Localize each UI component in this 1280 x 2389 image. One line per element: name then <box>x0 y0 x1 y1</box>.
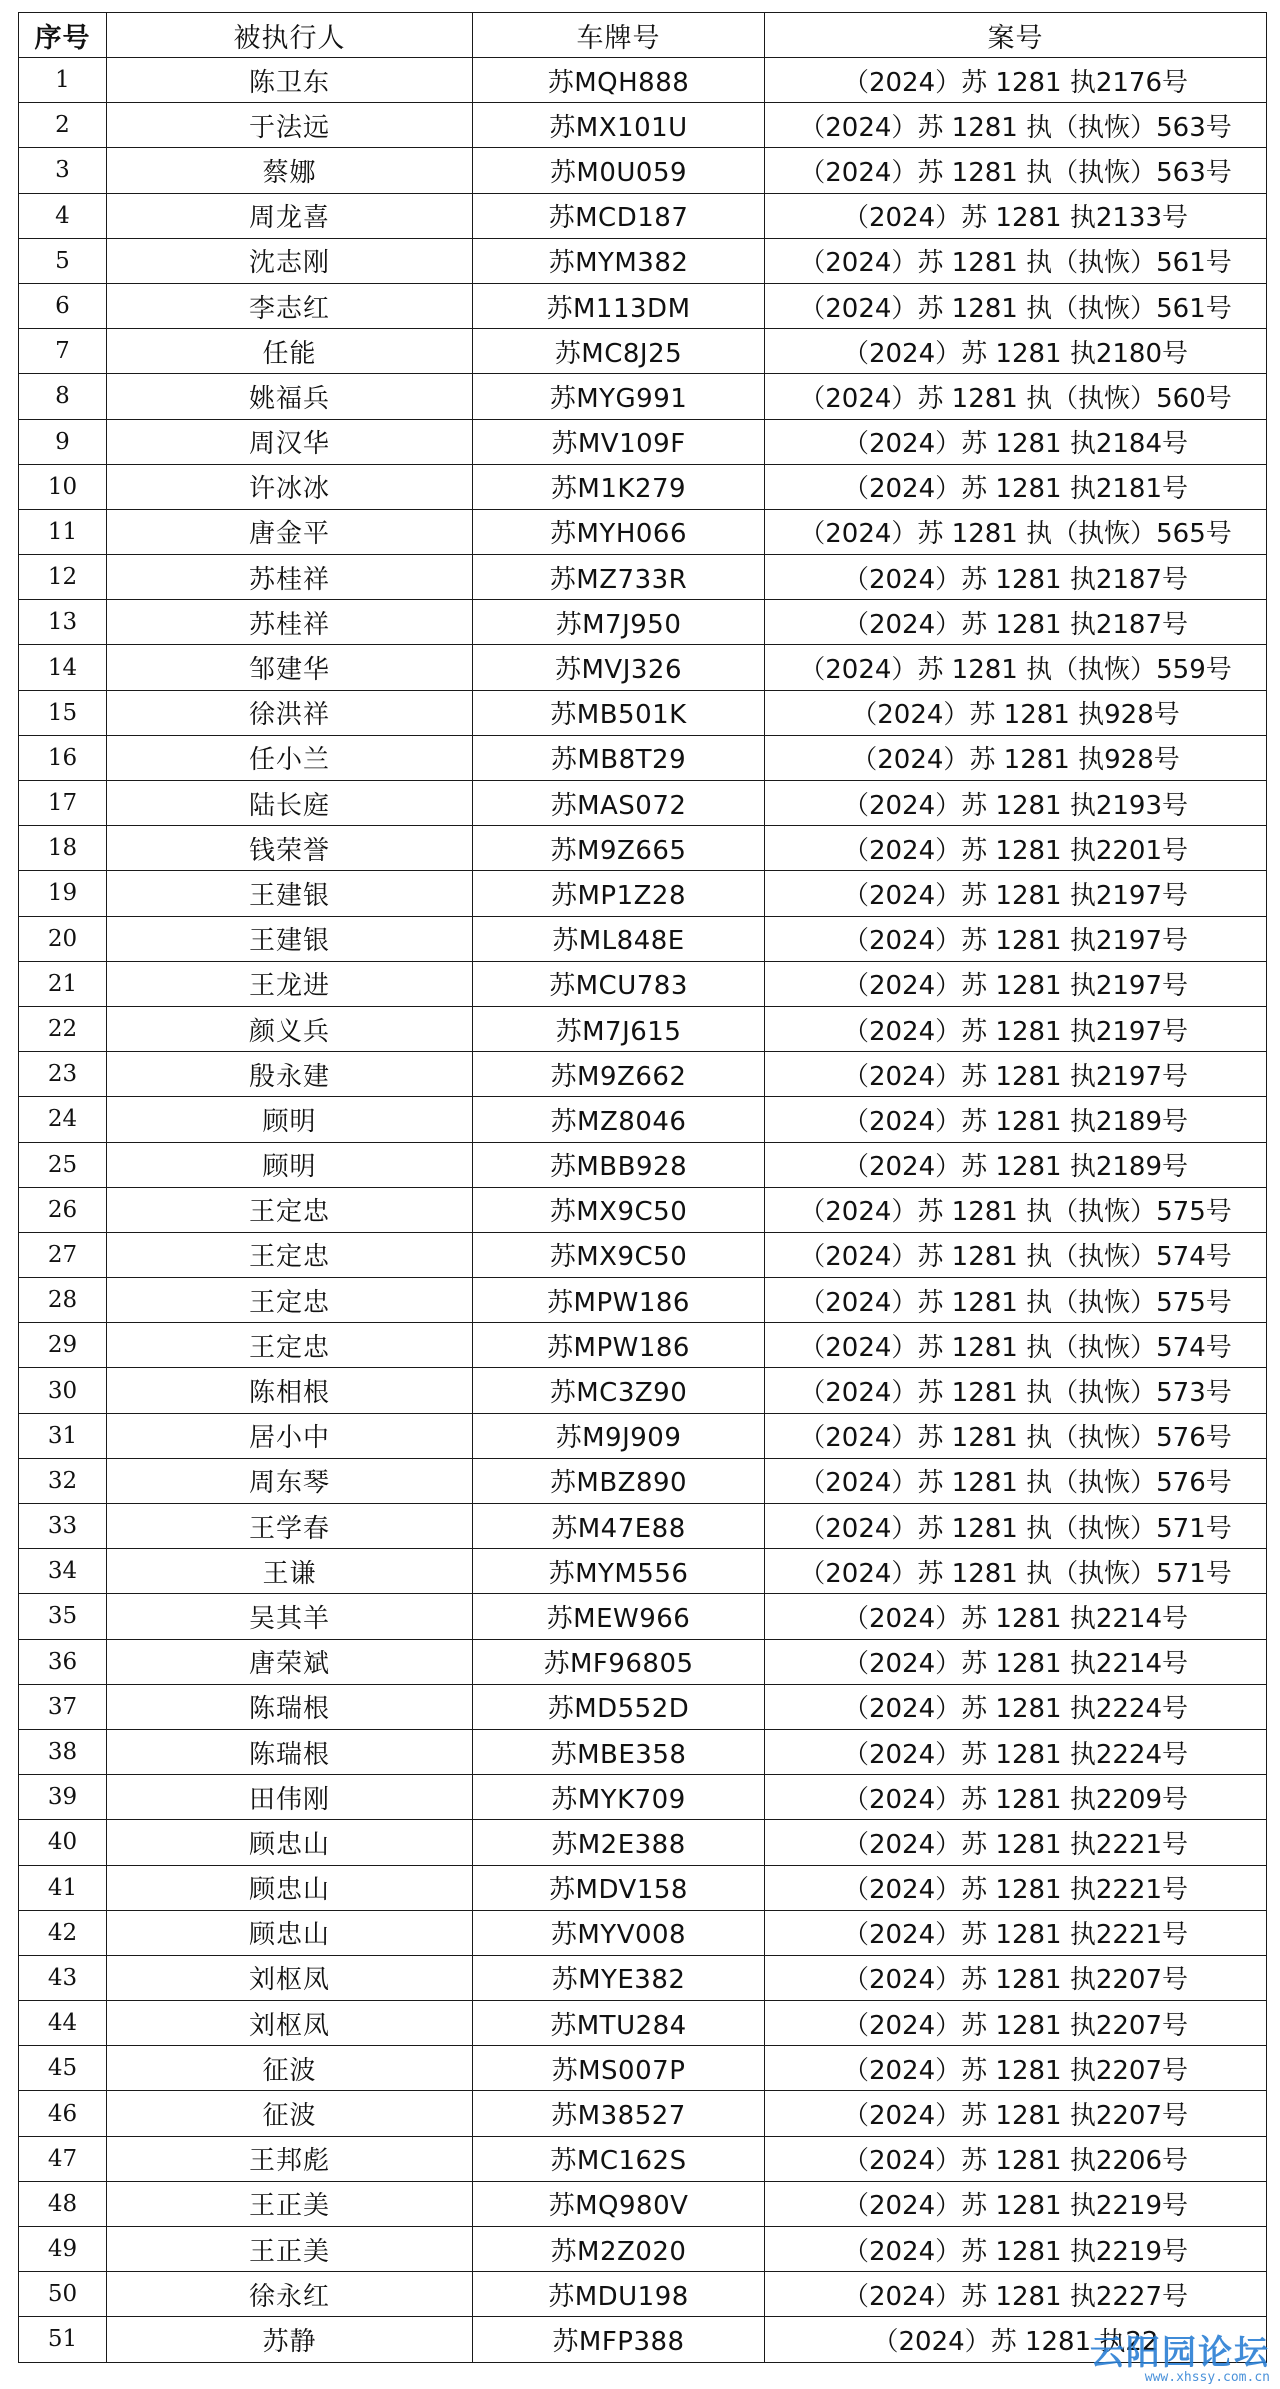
row-plate-number: 苏MBB928 <box>473 1142 765 1187</box>
row-person-executed: 王学春 <box>107 1504 473 1549</box>
row-case-number: （2024）苏 1281 执2189号 <box>765 1097 1267 1142</box>
row-serial-number: 30 <box>19 1368 107 1413</box>
row-case-number: （2024）苏 1281 执2187号 <box>765 555 1267 600</box>
row-person-executed: 任能 <box>107 329 473 374</box>
row-plate-number: 苏MPW186 <box>473 1323 765 1368</box>
table-row <box>19 148 1267 193</box>
row-case-number: （2024）苏 1281 执2214号 <box>765 1639 1267 1684</box>
table-row <box>19 1278 1267 1323</box>
row-case-number: （2024）苏 1281 执2221号 <box>765 1910 1267 1955</box>
row-plate-number: 苏M2Z020 <box>473 2227 765 2272</box>
row-plate-number: 苏MEW966 <box>473 1594 765 1639</box>
row-serial-number: 35 <box>19 1594 107 1639</box>
row-plate-number: 苏MPW186 <box>473 1278 765 1323</box>
row-serial-number: 15 <box>19 690 107 735</box>
watermark-logo-text: 云阳园论坛 <box>1090 2333 1270 2373</box>
row-serial-number: 46 <box>19 2091 107 2136</box>
row-case-number: （2024）苏 1281 执（执恢）573号 <box>765 1368 1267 1413</box>
row-person-executed: 居小中 <box>107 1413 473 1458</box>
row-case-number: （2024）苏 1281 执（执恢）576号 <box>765 1413 1267 1458</box>
row-case-number: （2024）苏 1281 执2189号 <box>765 1142 1267 1187</box>
row-case-number: （2024）苏 1281 执2214号 <box>765 1594 1267 1639</box>
row-serial-number: 43 <box>19 1955 107 2000</box>
row-serial-number: 29 <box>19 1323 107 1368</box>
row-plate-number: 苏MQH888 <box>473 58 765 103</box>
row-person-executed: 王定忠 <box>107 1232 473 1277</box>
row-serial-number: 7 <box>19 329 107 374</box>
row-serial-number: 33 <box>19 1504 107 1549</box>
row-case-number: （2024）苏 1281 执2197号 <box>765 1006 1267 1051</box>
row-plate-number: 苏MDU198 <box>473 2272 765 2317</box>
row-plate-number: 苏M47E88 <box>473 1504 765 1549</box>
row-serial-number: 38 <box>19 1729 107 1774</box>
table-row <box>19 1187 1267 1232</box>
row-person-executed: 沈志刚 <box>107 238 473 283</box>
row-serial-number: 48 <box>19 2181 107 2226</box>
row-plate-number: 苏M2E388 <box>473 1820 765 1865</box>
row-plate-number: 苏MCU783 <box>473 961 765 1006</box>
row-serial-number: 31 <box>19 1413 107 1458</box>
row-plate-number: 苏ML848E <box>473 916 765 961</box>
row-plate-number: 苏MB8T29 <box>473 735 765 780</box>
row-serial-number: 3 <box>19 148 107 193</box>
row-case-number: （2024）苏 1281 执2207号 <box>765 2001 1267 2046</box>
row-person-executed: 顾明 <box>107 1097 473 1142</box>
table-row <box>19 600 1267 645</box>
row-plate-number: 苏MC3Z90 <box>473 1368 765 1413</box>
row-plate-number: 苏M9Z665 <box>473 826 765 871</box>
header-case-number: 案号 <box>765 13 1267 58</box>
row-serial-number: 26 <box>19 1187 107 1232</box>
table-row <box>19 1504 1267 1549</box>
row-person-executed: 刘枢凤 <box>107 2001 473 2046</box>
row-serial-number: 1 <box>19 58 107 103</box>
row-case-number: （2024）苏 1281 执2181号 <box>765 464 1267 509</box>
row-serial-number: 9 <box>19 419 107 464</box>
row-case-number: （2024）苏 1281 执2187号 <box>765 600 1267 645</box>
row-plate-number: 苏M38527 <box>473 2091 765 2136</box>
row-person-executed: 陈瑞根 <box>107 1729 473 1774</box>
table-row <box>19 103 1267 148</box>
table-row <box>19 1458 1267 1503</box>
table-row <box>19 1820 1267 1865</box>
row-person-executed: 王龙进 <box>107 961 473 1006</box>
table-row <box>19 329 1267 374</box>
header-person-executed: 被执行人 <box>107 13 473 58</box>
row-person-executed: 徐永红 <box>107 2272 473 2317</box>
row-serial-number: 40 <box>19 1820 107 1865</box>
row-case-number: （2024）苏 1281 执2133号 <box>765 193 1267 238</box>
row-serial-number: 51 <box>19 2317 107 2362</box>
row-serial-number: 10 <box>19 464 107 509</box>
row-person-executed: 顾忠山 <box>107 1865 473 1910</box>
table-row <box>19 1729 1267 1774</box>
table-header <box>19 13 1267 58</box>
row-person-executed: 征波 <box>107 2091 473 2136</box>
table-row <box>19 1052 1267 1097</box>
row-person-executed: 殷永建 <box>107 1052 473 1097</box>
row-plate-number: 苏M9J909 <box>473 1413 765 1458</box>
row-plate-number: 苏MYV008 <box>473 1910 765 1955</box>
row-serial-number: 37 <box>19 1684 107 1729</box>
row-person-executed: 陈相根 <box>107 1368 473 1413</box>
row-plate-number: 苏MBE358 <box>473 1729 765 1774</box>
row-serial-number: 11 <box>19 509 107 554</box>
row-plate-number: 苏MC162S <box>473 2136 765 2181</box>
row-case-number: （2024）苏 1281 执（执恢）576号 <box>765 1458 1267 1503</box>
row-serial-number: 17 <box>19 781 107 826</box>
row-person-executed: 陈瑞根 <box>107 1684 473 1729</box>
table-row <box>19 1232 1267 1277</box>
header-plate-number: 车牌号 <box>473 13 765 58</box>
row-case-number: （2024）苏 1281 执（执恢）571号 <box>765 1504 1267 1549</box>
row-case-number: （2024）苏 1281 执（执恢）571号 <box>765 1549 1267 1594</box>
row-person-executed: 邹建华 <box>107 645 473 690</box>
row-case-number: （2024）苏 1281 执2224号 <box>765 1684 1267 1729</box>
table-row <box>19 2001 1267 2046</box>
row-case-number: （2024）苏 1281 执（执恢）559号 <box>765 645 1267 690</box>
row-plate-number: 苏MX101U <box>473 103 765 148</box>
table-row <box>19 2227 1267 2272</box>
row-case-number: （2024）苏 1281 执2221号 <box>765 1820 1267 1865</box>
header-serial-number: 序号 <box>19 13 107 58</box>
row-case-number: （2024）苏 1281 执2184号 <box>765 419 1267 464</box>
row-case-number: （2024）苏 1281 执2197号 <box>765 961 1267 1006</box>
row-case-number: （2024）苏 1281 执2176号 <box>765 58 1267 103</box>
table-row <box>19 1955 1267 2000</box>
row-case-number: （2024）苏 1281 执2180号 <box>765 329 1267 374</box>
table-row <box>19 735 1267 780</box>
row-person-executed: 王建银 <box>107 871 473 916</box>
row-plate-number: 苏M113DM <box>473 283 765 328</box>
row-serial-number: 41 <box>19 1865 107 1910</box>
table-body <box>19 58 1267 2363</box>
enforcement-table <box>18 12 1267 2363</box>
row-case-number: （2024）苏 1281 执2207号 <box>765 2091 1267 2136</box>
row-person-executed: 田伟刚 <box>107 1775 473 1820</box>
row-serial-number: 2 <box>19 103 107 148</box>
table-row <box>19 2317 1267 2362</box>
row-case-number: （2024）苏 1281 执（执恢）565号 <box>765 509 1267 554</box>
row-plate-number: 苏MBZ890 <box>473 1458 765 1503</box>
row-plate-number: 苏MYK709 <box>473 1775 765 1820</box>
row-serial-number: 16 <box>19 735 107 780</box>
row-person-executed: 陆长庭 <box>107 781 473 826</box>
row-plate-number: 苏MAS072 <box>473 781 765 826</box>
row-case-number: （2024）苏 1281 执928号 <box>765 735 1267 780</box>
row-case-number: （2024）苏 1281 执2207号 <box>765 2046 1267 2091</box>
row-serial-number: 21 <box>19 961 107 1006</box>
row-person-executed: 苏静 <box>107 2317 473 2362</box>
table-row <box>19 1323 1267 1368</box>
row-case-number: （2024）苏 1281 执（执恢）561号 <box>765 283 1267 328</box>
row-person-executed: 王定忠 <box>107 1323 473 1368</box>
row-plate-number: 苏MTU284 <box>473 2001 765 2046</box>
row-serial-number: 25 <box>19 1142 107 1187</box>
row-serial-number: 49 <box>19 2227 107 2272</box>
row-serial-number: 36 <box>19 1639 107 1684</box>
row-person-executed: 周东琴 <box>107 1458 473 1503</box>
table-row <box>19 826 1267 871</box>
table-row <box>19 1775 1267 1820</box>
row-plate-number: 苏MX9C50 <box>473 1187 765 1232</box>
row-case-number: （2024）苏 1281 执2193号 <box>765 781 1267 826</box>
row-serial-number: 42 <box>19 1910 107 1955</box>
row-person-executed: 苏桂祥 <box>107 555 473 600</box>
row-serial-number: 24 <box>19 1097 107 1142</box>
table-row <box>19 916 1267 961</box>
row-serial-number: 47 <box>19 2136 107 2181</box>
row-plate-number: 苏M7J615 <box>473 1006 765 1051</box>
table-row <box>19 1684 1267 1729</box>
row-person-executed: 颜义兵 <box>107 1006 473 1051</box>
table-row <box>19 555 1267 600</box>
row-case-number: （2024）苏 1281 执（执恢）575号 <box>765 1187 1267 1232</box>
row-case-number: （2024）苏 1281 执2201号 <box>765 826 1267 871</box>
row-plate-number: 苏MC8J25 <box>473 329 765 374</box>
row-plate-number: 苏M9Z662 <box>473 1052 765 1097</box>
row-person-executed: 姚福兵 <box>107 374 473 419</box>
row-person-executed: 王定忠 <box>107 1278 473 1323</box>
row-serial-number: 45 <box>19 2046 107 2091</box>
row-case-number: （2024）苏 1281 执2209号 <box>765 1775 1267 1820</box>
row-serial-number: 19 <box>19 871 107 916</box>
table-row <box>19 1865 1267 1910</box>
row-person-executed: 刘枢凤 <box>107 1955 473 2000</box>
row-case-number: （2024）苏 1281 执（执恢）574号 <box>765 1232 1267 1277</box>
row-plate-number: 苏MYE382 <box>473 1955 765 2000</box>
row-person-executed: 钱荣誉 <box>107 826 473 871</box>
row-case-number: （2024）苏 1281 执（执恢）574号 <box>765 1323 1267 1368</box>
table-row <box>19 1639 1267 1684</box>
row-serial-number: 39 <box>19 1775 107 1820</box>
row-person-executed: 周汉华 <box>107 419 473 464</box>
row-plate-number: 苏MP1Z28 <box>473 871 765 916</box>
row-plate-number: 苏MV109F <box>473 419 765 464</box>
row-person-executed: 王邦彪 <box>107 2136 473 2181</box>
row-plate-number: 苏MYH066 <box>473 509 765 554</box>
row-serial-number: 13 <box>19 600 107 645</box>
row-person-executed: 顾忠山 <box>107 1820 473 1865</box>
row-serial-number: 50 <box>19 2272 107 2317</box>
row-plate-number: 苏MYM382 <box>473 238 765 283</box>
row-plate-number: 苏MZ8046 <box>473 1097 765 1142</box>
table-row <box>19 781 1267 826</box>
row-serial-number: 5 <box>19 238 107 283</box>
row-person-executed: 顾忠山 <box>107 1910 473 1955</box>
row-person-executed: 顾明 <box>107 1142 473 1187</box>
row-serial-number: 28 <box>19 1278 107 1323</box>
row-case-number: （2024）苏 1281 执2197号 <box>765 1052 1267 1097</box>
table-row <box>19 1549 1267 1594</box>
table-row <box>19 464 1267 509</box>
row-person-executed: 王正美 <box>107 2181 473 2226</box>
row-plate-number: 苏M7J950 <box>473 600 765 645</box>
table-row <box>19 283 1267 328</box>
table-row <box>19 58 1267 103</box>
row-case-number: （2024）苏 1281 执2221号 <box>765 1865 1267 1910</box>
table-row <box>19 2136 1267 2181</box>
table-row <box>19 871 1267 916</box>
table-row <box>19 1368 1267 1413</box>
row-plate-number: 苏MQ980V <box>473 2181 765 2226</box>
row-serial-number: 20 <box>19 916 107 961</box>
row-case-number: （2024）苏 1281 执（执恢）563号 <box>765 148 1267 193</box>
row-case-number: （2024）苏 1281 执2227号 <box>765 2272 1267 2317</box>
row-case-number: （2024）苏 1281 执2224号 <box>765 1729 1267 1774</box>
row-case-number: （2024）苏 1281 执2197号 <box>765 916 1267 961</box>
table-row <box>19 193 1267 238</box>
table-row <box>19 419 1267 464</box>
row-case-number: （2024）苏 1281 执22 <box>765 2317 1267 2362</box>
row-plate-number: 苏MF96805 <box>473 1639 765 1684</box>
row-case-number: （2024）苏 1281 执928号 <box>765 690 1267 735</box>
row-case-number: （2024）苏 1281 执2219号 <box>765 2181 1267 2226</box>
row-plate-number: 苏MCD187 <box>473 193 765 238</box>
row-serial-number: 32 <box>19 1458 107 1503</box>
row-plate-number: 苏MB501K <box>473 690 765 735</box>
row-serial-number: 8 <box>19 374 107 419</box>
table-row <box>19 2091 1267 2136</box>
row-serial-number: 14 <box>19 645 107 690</box>
row-plate-number: 苏MS007P <box>473 2046 765 2091</box>
row-serial-number: 6 <box>19 283 107 328</box>
table-row <box>19 509 1267 554</box>
table-row <box>19 2046 1267 2091</box>
row-person-executed: 苏桂祥 <box>107 600 473 645</box>
table-row <box>19 238 1267 283</box>
row-person-executed: 陈卫东 <box>107 58 473 103</box>
table-row <box>19 2181 1267 2226</box>
row-case-number: （2024）苏 1281 执2206号 <box>765 2136 1267 2181</box>
row-person-executed: 任小兰 <box>107 735 473 780</box>
row-person-executed: 吴其羊 <box>107 1594 473 1639</box>
row-person-executed: 征波 <box>107 2046 473 2091</box>
row-plate-number: 苏MYM556 <box>473 1549 765 1594</box>
row-plate-number: 苏M1K279 <box>473 464 765 509</box>
row-plate-number: 苏MX9C50 <box>473 1232 765 1277</box>
row-person-executed: 王建银 <box>107 916 473 961</box>
row-person-executed: 李志红 <box>107 283 473 328</box>
table-row <box>19 1006 1267 1051</box>
row-plate-number: 苏MFP388 <box>473 2317 765 2362</box>
document-sheet <box>18 12 1266 2363</box>
table-row <box>19 2272 1267 2317</box>
table-row <box>19 961 1267 1006</box>
row-serial-number: 4 <box>19 193 107 238</box>
table-row <box>19 690 1267 735</box>
row-person-executed: 唐荣斌 <box>107 1639 473 1684</box>
table-row <box>19 645 1267 690</box>
row-case-number: （2024）苏 1281 执2207号 <box>765 1955 1267 2000</box>
row-plate-number: 苏M0U059 <box>473 148 765 193</box>
row-person-executed: 徐洪祥 <box>107 690 473 735</box>
table-row <box>19 1910 1267 1955</box>
row-person-executed: 王正美 <box>107 2227 473 2272</box>
row-person-executed: 蔡娜 <box>107 148 473 193</box>
row-case-number: （2024）苏 1281 执2219号 <box>765 2227 1267 2272</box>
row-person-executed: 王谦 <box>107 1549 473 1594</box>
row-person-executed: 王定忠 <box>107 1187 473 1232</box>
table-row <box>19 1413 1267 1458</box>
row-serial-number: 23 <box>19 1052 107 1097</box>
row-serial-number: 34 <box>19 1549 107 1594</box>
row-serial-number: 18 <box>19 826 107 871</box>
row-person-executed: 许冰冰 <box>107 464 473 509</box>
row-plate-number: 苏MD552D <box>473 1684 765 1729</box>
watermark-url: www.xhssy.com.cn <box>1144 2370 1270 2385</box>
table-row <box>19 1142 1267 1187</box>
row-plate-number: 苏MVJ326 <box>473 645 765 690</box>
row-case-number: （2024）苏 1281 执（执恢）561号 <box>765 238 1267 283</box>
row-person-executed: 于法远 <box>107 103 473 148</box>
row-serial-number: 12 <box>19 555 107 600</box>
row-plate-number: 苏MZ733R <box>473 555 765 600</box>
header-row <box>19 13 1267 58</box>
row-serial-number: 22 <box>19 1006 107 1051</box>
row-serial-number: 44 <box>19 2001 107 2046</box>
row-serial-number: 27 <box>19 1232 107 1277</box>
row-plate-number: 苏MDV158 <box>473 1865 765 1910</box>
row-case-number: （2024）苏 1281 执（执恢）575号 <box>765 1278 1267 1323</box>
table-row <box>19 1594 1267 1639</box>
row-case-number: （2024）苏 1281 执2197号 <box>765 871 1267 916</box>
table-row <box>19 1097 1267 1142</box>
row-plate-number: 苏MYG991 <box>473 374 765 419</box>
table-row <box>19 374 1267 419</box>
row-person-executed: 周龙喜 <box>107 193 473 238</box>
row-person-executed: 唐金平 <box>107 509 473 554</box>
row-case-number: （2024）苏 1281 执（执恢）560号 <box>765 374 1267 419</box>
row-case-number: （2024）苏 1281 执（执恢）563号 <box>765 103 1267 148</box>
